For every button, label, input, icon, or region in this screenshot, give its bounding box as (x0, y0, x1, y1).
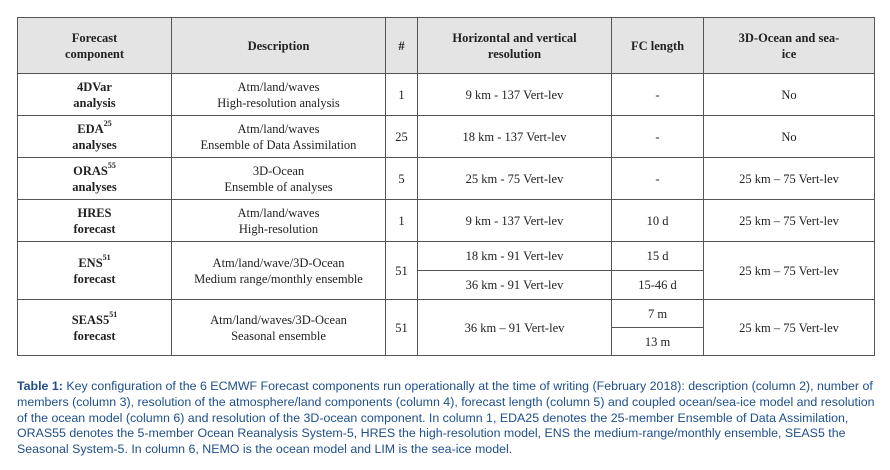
header-resolution: Horizontal and vertical resolution (418, 18, 612, 74)
resolution-cell: 18 km - 91 Vert-lev (418, 242, 612, 271)
component-cell: ENS$^{51}$ forecast (18, 242, 172, 300)
fc-length-cell: - (612, 74, 704, 116)
header-members: # (386, 18, 418, 74)
members-cell: 51 (386, 300, 418, 356)
description-cell: Atm/land/waves High-resolution (172, 200, 386, 242)
fc-length-cell: 15 d (612, 242, 704, 271)
resolution-cell: 25 km - 75 Vert-lev (418, 158, 612, 200)
table-row (18, 116, 875, 158)
description-cell: Atm/land/waves/3D-Ocean Seasonal ensemble (172, 300, 386, 356)
ocean-cell: 25 km – 75 Vert-lev (704, 242, 875, 300)
component-cell: EDA$^{25}$ analyses (18, 116, 172, 158)
table-row (18, 300, 875, 328)
resolution-cell: 36 km – 91 Vert-lev (418, 300, 612, 356)
fc-length-cell: 13 m (612, 328, 704, 356)
ocean-cell: 25 km – 75 Vert-lev (704, 200, 875, 242)
table-row (18, 200, 875, 242)
caption-text: Key configuration of the 6 ECMWF Forecast components run operationally at the time of writing (February 2018): description (column 2), number of members (column 3), resolution of the atmosphere/land components (column 4), forecast length (column 5) and coupled ocean/sea-ice model and resolution of the ocean model (column 6) and resolution of the 3D-ocean component. In column 1, EDA25 denotes the 25-member Ensemble of Data Assimilation, ORAS55 denotes the 5-member Ocean Reanalysis System-5, HRES the high-resolution model, ENS the medium-range/monthly ensemble, SEAS5 the Seasonal System-5. In column 6, NEMO is the ocean model and LIM is the sea-ice model. (17, 379, 875, 457)
component-cell: ORAS$^{55}$ analyses (18, 158, 172, 200)
members-cell: 51 (386, 242, 418, 300)
ocean-cell: 25 km – 75 Vert-lev (704, 300, 875, 356)
header-ocean: 3D-Ocean and sea-ice (704, 18, 875, 74)
component-cell: 4DVar analysis (18, 74, 172, 116)
ocean-cell: No (704, 74, 875, 116)
description-cell: Atm/land/waves High-resolution analysis (172, 74, 386, 116)
table-row (18, 242, 875, 271)
ocean-cell: 25 km – 75 Vert-lev (704, 158, 875, 200)
table-row (18, 158, 875, 200)
header-fc-length: FC length (612, 18, 704, 74)
header-component: Forecast component (18, 18, 172, 74)
table-container (17, 17, 874, 356)
description-cell: 3D-Ocean Ensemble of analyses (172, 158, 386, 200)
table-caption (17, 379, 877, 458)
resolution-cell: 18 km - 137 Vert-lev (418, 116, 612, 158)
ocean-cell: No (704, 116, 875, 158)
description-cell: Atm/land/wave/3D-Ocean Medium range/monthly ensemble (172, 242, 386, 300)
header-row (18, 18, 875, 74)
members-cell: 1 (386, 200, 418, 242)
forecast-components-table (17, 17, 875, 356)
fc-length-cell: 10 d (612, 200, 704, 242)
component-cell: $SEAS5^{51}$ forecast (18, 300, 172, 356)
members-cell: 25 (386, 116, 418, 158)
caption-label: Table 1: (17, 379, 63, 393)
component-cell: HRES forecast (18, 200, 172, 242)
members-cell: 1 (386, 74, 418, 116)
fc-length-cell: - (612, 158, 704, 200)
description-cell: Atm/land/waves Ensemble of Data Assimilation (172, 116, 386, 158)
fc-length-cell: 15-46 d (612, 271, 704, 300)
resolution-cell: 9 km - 137 Vert-lev (418, 200, 612, 242)
resolution-cell: 9 km - 137 Vert-lev (418, 74, 612, 116)
members-cell: 5 (386, 158, 418, 200)
fc-length-cell: 7 m (612, 300, 704, 328)
resolution-cell: 36 km - 91 Vert-lev (418, 271, 612, 300)
table-row (18, 74, 875, 116)
header-description: Description (172, 18, 386, 74)
fc-length-cell: - (612, 116, 704, 158)
